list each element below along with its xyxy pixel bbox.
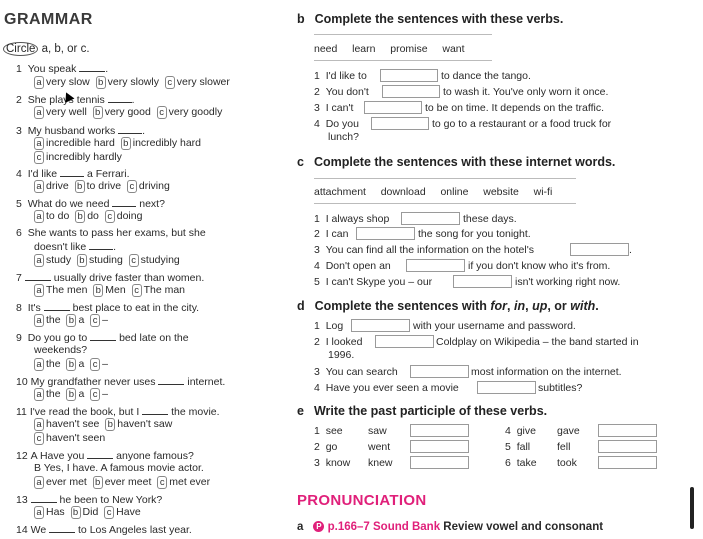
d-item-4: 4 Have you ever seen a movie — [314, 382, 459, 394]
e-row-1-past: saw — [368, 425, 387, 437]
word-bank-c — [314, 186, 552, 198]
word: wi-fi — [533, 186, 553, 198]
divider — [314, 178, 576, 179]
answer-box[interactable] — [410, 440, 469, 453]
question-13: 13 he been to New York? — [16, 494, 163, 506]
option-a[interactable]: a — [34, 254, 44, 267]
question-12-options: a ever met b ever meet c met ever — [34, 476, 210, 489]
option-b[interactable]: b — [93, 106, 103, 119]
answer-box[interactable] — [598, 440, 657, 453]
grammar-instruction: Circle a, b, or c. — [6, 42, 90, 56]
question-5-options: a to do b do c doing — [34, 210, 142, 223]
option-c[interactable]: c — [90, 358, 100, 371]
question-8: 8 It's best place to eat in the city. — [16, 302, 200, 314]
option-a[interactable]: a — [34, 284, 44, 297]
answer-box[interactable] — [351, 319, 410, 332]
question-13-options: a Has b Did c Have — [34, 506, 141, 519]
c-item-2: 2 I can — [314, 228, 349, 240]
b-item-4-line2: lunch? — [328, 131, 359, 143]
option-c[interactable]: c — [127, 180, 137, 193]
answer-box[interactable] — [356, 227, 415, 240]
divider — [314, 60, 492, 61]
option-a[interactable]: a — [34, 106, 44, 119]
option-b[interactable]: b — [121, 137, 131, 150]
question-9-options: a the b a c – — [34, 358, 108, 371]
question-1: 1 You speak . — [16, 63, 109, 75]
divider — [314, 203, 576, 204]
answer-box[interactable] — [570, 243, 629, 256]
question-12: 12 A Have you anyone famous? — [16, 450, 194, 462]
question-3: 3 My husband works . — [16, 125, 146, 137]
section-c-title: c Complete the sentences with these internet words. — [297, 155, 616, 169]
answer-box[interactable] — [380, 69, 438, 82]
option-c[interactable]: c — [104, 506, 114, 519]
option-b[interactable]: b — [93, 476, 103, 489]
option-c[interactable]: c — [34, 432, 44, 445]
option-c[interactable]: c — [165, 76, 175, 89]
question-11-options: a haven't see b haven't saw — [34, 418, 172, 431]
option-a[interactable]: a — [34, 76, 44, 89]
b-item-3: 3 I can't — [314, 102, 354, 114]
option-a[interactable]: a — [34, 476, 44, 489]
e-row-3-past: knew — [368, 457, 393, 469]
c-item-5-end: isn't working right now. — [515, 276, 621, 288]
answer-box[interactable] — [410, 365, 469, 378]
answer-box[interactable] — [477, 381, 536, 394]
question-2: 2 She plays tennis . — [16, 94, 135, 106]
scrollbar[interactable] — [690, 487, 694, 529]
question-11: 11 I've read the book, but I the movie. — [16, 406, 220, 418]
d-item-1-end: with your username and password. — [413, 320, 576, 332]
option-b[interactable]: b — [105, 418, 115, 431]
option-b[interactable]: b — [66, 358, 76, 371]
e-row-2-past: went — [368, 441, 391, 453]
grammar-heading: GRAMMAR — [4, 11, 93, 28]
c-item-1: 1 I always shop — [314, 213, 390, 225]
e-row-2-past2: fell — [557, 441, 571, 453]
question-7-options: a The men b Men c The man — [34, 284, 185, 297]
question-6-options: a study b studing c studying — [34, 254, 180, 267]
section-e-title: e Write the past participle of these verbs. — [297, 404, 548, 418]
b-item-4-end: to go to a restaurant or a food truck for — [432, 118, 612, 130]
question-2-options: a very well b very good c very goodly — [34, 106, 222, 119]
c-item-3-end: . — [629, 244, 632, 256]
option-c[interactable]: c — [34, 151, 44, 164]
option-b[interactable]: b — [66, 388, 76, 401]
question-3-options: a incredible hard b incredibly hard — [34, 137, 201, 150]
question-9: 9 Do you go to bed late on the — [16, 332, 189, 344]
d-item-2-line2: 1996. — [328, 349, 355, 361]
c-item-4: 4 Don't open an — [314, 260, 391, 272]
question-11-option-c: c haven't seen — [34, 432, 105, 445]
d-item-2: 2 I looked — [314, 336, 363, 348]
c-item-5: 5 I can't Skype you – our — [314, 276, 433, 288]
answer-box[interactable] — [382, 85, 440, 98]
e-row-1-right: 4 give — [505, 425, 536, 437]
answer-box[interactable] — [453, 275, 512, 288]
answer-box[interactable] — [375, 335, 434, 348]
option-c[interactable]: c — [132, 284, 142, 297]
question-9-line2: weekends? — [34, 344, 88, 356]
b-item-4: 4 Do you — [314, 118, 359, 130]
answer-box[interactable] — [598, 456, 657, 469]
question-4-options: a drive b to drive c driving — [34, 180, 170, 193]
option-b[interactable]: b — [71, 506, 81, 519]
question-14: 14 We to Los Angeles last year. — [16, 524, 192, 536]
e-row-1-past2: gave — [557, 425, 580, 437]
c-item-3: 3 You can find all the information on the hotel's — [314, 244, 534, 256]
question-8-options: a the b a c – — [34, 314, 108, 327]
question-10: 10 My grandfather never uses internet. — [16, 376, 226, 388]
word: attachment — [314, 186, 366, 198]
question-12-line2: B Yes, I have. A famous movie actor. — [34, 462, 204, 474]
sound-bank-icon: P — [313, 521, 324, 532]
question-5: 5 What do we need next? — [16, 198, 165, 210]
word: promise — [390, 43, 428, 55]
b-item-2-end: to wash it. You've only worn it once. — [443, 86, 609, 98]
option-c[interactable]: c — [129, 254, 139, 267]
option-a[interactable]: a — [34, 358, 44, 371]
word: download — [380, 186, 426, 198]
answer-box[interactable] — [410, 424, 469, 437]
e-row-1-left: 1 see — [314, 425, 343, 437]
word: learn — [352, 43, 376, 55]
option-c[interactable]: c — [157, 106, 167, 119]
option-b[interactable]: b — [75, 210, 85, 223]
e-row-2-right: 5 fall — [505, 441, 531, 453]
word-bank-b — [314, 43, 465, 55]
question-7: 7 usually drive faster than women. — [16, 272, 205, 284]
answer-box[interactable] — [364, 101, 422, 114]
answer-box[interactable] — [598, 424, 657, 437]
option-a[interactable]: a — [34, 388, 44, 401]
divider — [314, 34, 492, 35]
question-4: 4 I'd like a Ferrari. — [16, 168, 130, 180]
option-c[interactable]: c — [90, 314, 100, 327]
sound-bank-link[interactable]: p.166–7 Sound Bank — [327, 521, 441, 533]
b-item-1-end: to dance the tango. — [441, 70, 531, 82]
d-item-1: 1 Log — [314, 320, 344, 332]
answer-box[interactable] — [406, 259, 465, 272]
answer-box[interactable] — [401, 212, 460, 225]
section-b-title: b Complete the sentences with these verbs. — [297, 12, 564, 26]
b-item-1: 1 I'd like to — [314, 70, 367, 82]
word: want — [442, 43, 465, 55]
option-b[interactable]: b — [96, 76, 106, 89]
option-a[interactable]: a — [34, 506, 44, 519]
e-row-3-right: 6 take — [505, 457, 537, 469]
option-b[interactable]: b — [66, 314, 76, 327]
option-b[interactable]: b — [77, 254, 87, 267]
question-10-options: a the b a c – — [34, 388, 108, 401]
e-row-3-past2: took — [557, 457, 577, 469]
section-d-title: d Complete the sentences with for, in, up, or with. — [297, 299, 599, 313]
word: need — [314, 43, 338, 55]
option-b[interactable]: b — [75, 180, 85, 193]
c-item-1-end: these days. — [463, 213, 517, 225]
d-item-3-end: most information on the internet. — [471, 366, 622, 378]
d-item-3: 3 You can search — [314, 366, 398, 378]
option-b[interactable]: b — [93, 284, 103, 297]
answer-box[interactable] — [410, 456, 469, 469]
pronunciation-a: a P p.166–7 Sound Bank Review vowel and consonant — [297, 521, 604, 533]
option-a[interactable]: a — [34, 418, 44, 431]
c-item-2-end: the song for you tonight. — [418, 228, 531, 240]
pronunciation-heading: PRONUNCIATION — [297, 492, 427, 509]
option-a[interactable]: a — [34, 314, 44, 327]
question-1-options: a very slow b very slowly c very slower — [34, 76, 230, 89]
d-item-4-end: subtitles? — [538, 382, 583, 394]
question-3-option-c: c incredibly hardly — [34, 151, 122, 164]
question-6-line2: doesn't like . — [34, 241, 117, 253]
option-a[interactable]: a — [34, 137, 44, 150]
e-row-2-left: 2 go — [314, 441, 338, 453]
option-a[interactable]: a — [34, 210, 44, 223]
word: website — [483, 186, 519, 198]
option-c[interactable]: c — [105, 210, 115, 223]
answer-box[interactable] — [371, 117, 429, 130]
option-c[interactable]: c — [90, 388, 100, 401]
word: online — [440, 186, 469, 198]
d-item-2-end: Coldplay on Wikipedia – the band started in — [436, 336, 639, 348]
option-a[interactable]: a — [34, 180, 44, 193]
option-c[interactable]: c — [157, 476, 167, 489]
b-item-2: 2 You don't — [314, 86, 369, 98]
c-item-4-end: if you don't know who it's from. — [468, 260, 611, 272]
e-row-3-left: 3 know — [314, 457, 351, 469]
b-item-3-end: to be on time. It depends on the traffic. — [425, 102, 605, 114]
question-6: 6 She wants to pass her exams, but she — [16, 227, 206, 239]
circle-word: Circle — [3, 42, 38, 56]
